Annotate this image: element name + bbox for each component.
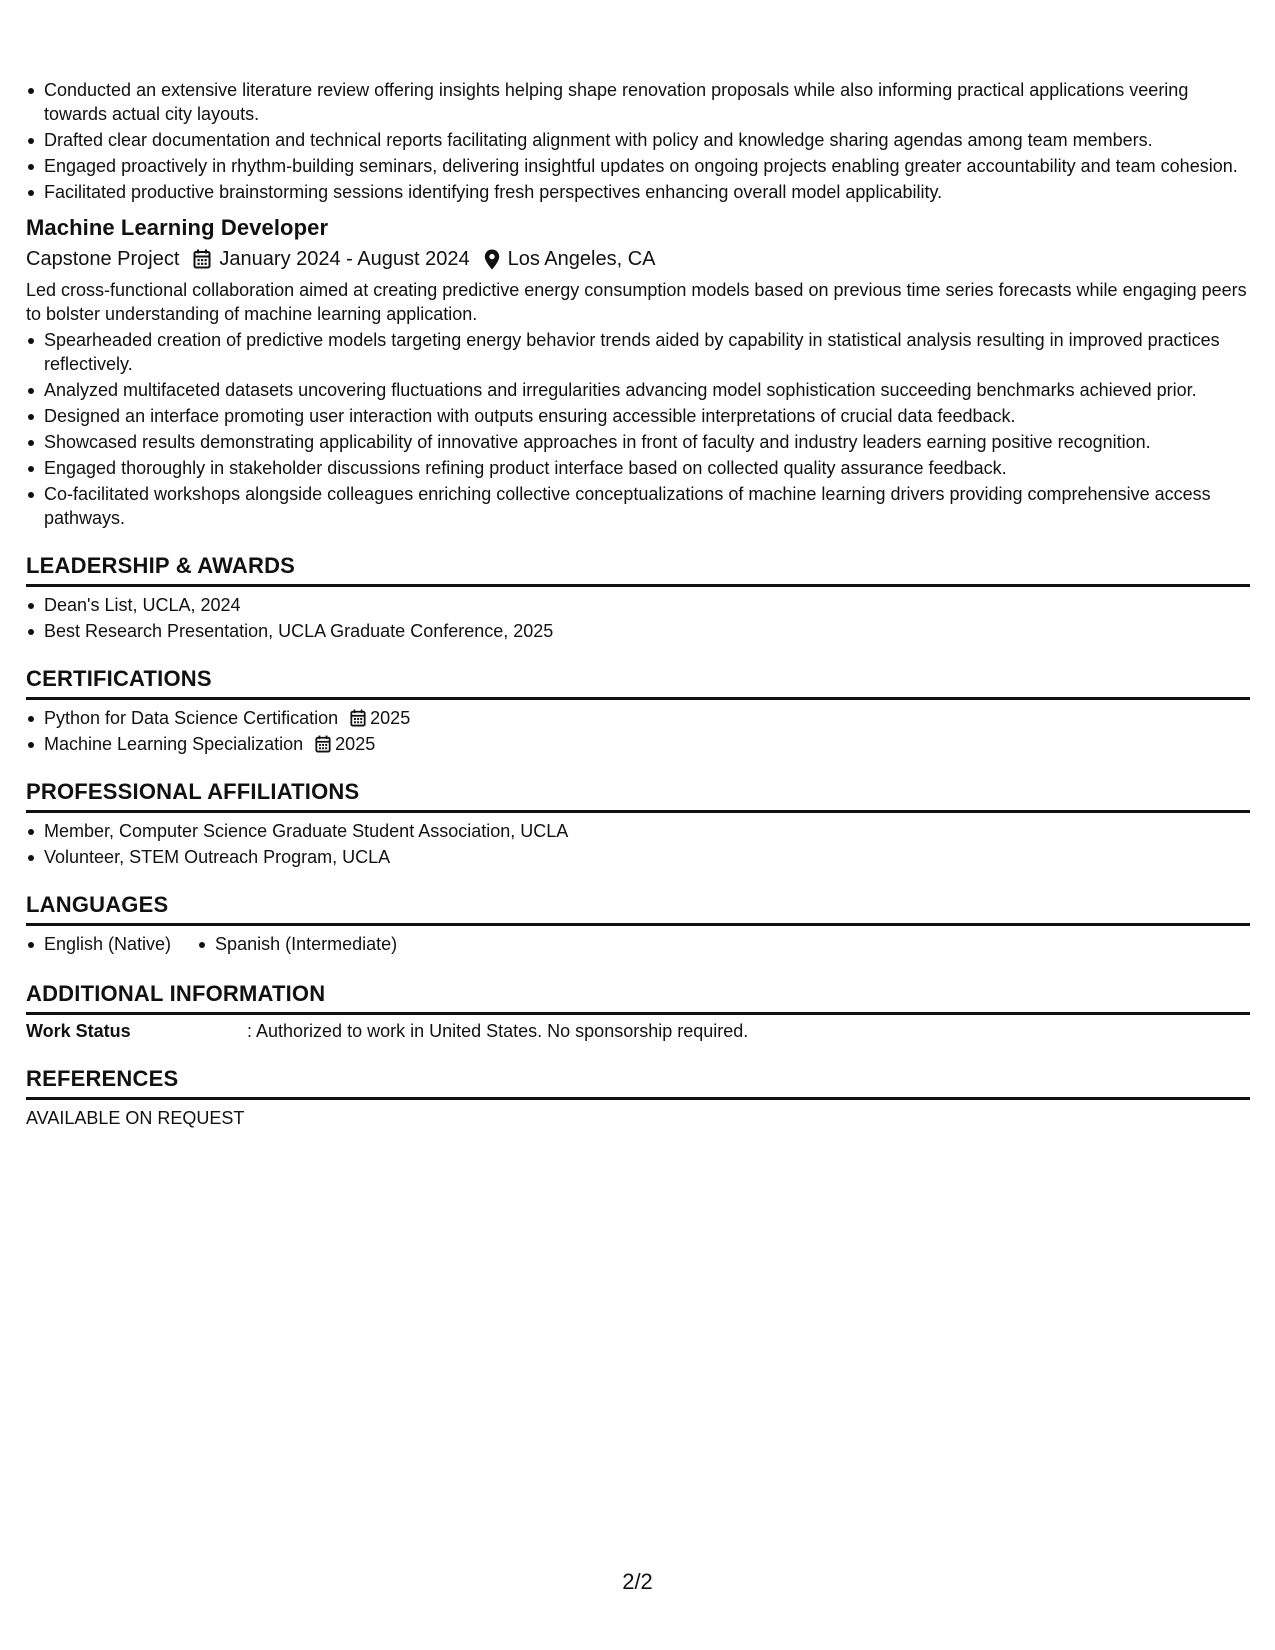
calendar-icon: [350, 709, 366, 727]
section-heading-certifications: CERTIFICATIONS: [26, 665, 1250, 700]
previous-role-bullets: [26, 78, 1250, 204]
list-item: Drafted clear documentation and technical reports facilitating alignment with policy and knowledge sharing agendas among team members.: [44, 128, 1250, 152]
section-heading-additional: ADDITIONAL INFORMATION: [26, 980, 1250, 1015]
list-item: Engaged thoroughly in stakeholder discussions refining product interface based on collected quality assurance feedback.: [44, 456, 1250, 480]
job-meta: [26, 246, 1250, 272]
list-item: Dean's List, UCLA, 2024: [44, 593, 1250, 617]
job-location: Los Angeles, CA: [507, 248, 656, 270]
section-heading-languages: LANGUAGES: [26, 891, 1250, 926]
list-item: Volunteer, STEM Outreach Program, UCLA: [44, 845, 1250, 869]
language-item: Spanish (Intermediate): [215, 934, 398, 954]
calendar-icon: [193, 249, 211, 269]
list-item: Analyzed multifaceted datasets uncovering fluctuations and irregularities advancing model sophistication succeeding benchmarks achieved prior.: [44, 378, 1250, 402]
certification-name: Python for Data Science Certification: [44, 708, 339, 728]
affiliations-list: [26, 819, 1250, 869]
page-number: 2/2: [622, 1569, 653, 1594]
references-text: AVAILABLE ON REQUEST: [26, 1108, 245, 1128]
work-status-value: : Authorized to work in United States. No sponsorship required.: [247, 1021, 749, 1041]
calendar-icon: [315, 735, 331, 753]
job-organization: Capstone Project: [26, 248, 180, 270]
list-item: Conducted an extensive literature review offering insights helping shape renovation proposals while also informing practical applications veering towards actual city layouts.: [44, 78, 1250, 126]
certifications-list: [26, 706, 1250, 756]
section-heading-affiliations: PROFESSIONAL AFFILIATIONS: [26, 778, 1250, 813]
list-item: Best Research Presentation, UCLA Graduate Conference, 2025: [44, 619, 1250, 643]
work-status-label: Work Status: [26, 1021, 131, 1041]
list-item: Designed an interface promoting user interaction with outputs ensuring accessible interpretations of crucial data feedback.: [44, 404, 1250, 428]
certification-name: Machine Learning Specialization: [44, 734, 304, 754]
certification-year: 2025: [370, 708, 411, 728]
map-pin-icon: [484, 249, 500, 270]
leadership-list: [26, 593, 1250, 643]
work-status-row: [26, 1019, 1250, 1043]
list-item: Co-facilitated workshops alongside colleagues enriching collective conceptualizations of machine learning drivers providing comprehensive access pathways.: [44, 482, 1250, 530]
list-item: Showcased results demonstrating applicability of innovative approaches in front of faculty and industry leaders earning positive recognition.: [44, 430, 1250, 454]
section-heading-references: REFERENCES: [26, 1065, 1250, 1100]
certification-item: [44, 706, 1250, 730]
list-item: Member, Computer Science Graduate Student Association, UCLA: [44, 819, 1250, 843]
job-summary: Led cross-functional collaboration aimed at creating predictive energy consumption models based on previous time series forecasts while engaging peers to bolster understanding of machine learning application.: [26, 280, 1247, 324]
experience-entry: [26, 214, 1250, 530]
certification-year: 2025: [335, 734, 376, 754]
list-item: Spearheaded creation of predictive models targeting energy behavior trends aided by capability in statistical analysis resulting in improved practices reflectively.: [44, 328, 1250, 376]
certification-item: [44, 732, 1250, 756]
language-item: English (Native): [44, 934, 172, 954]
job-title: Machine Learning Developer: [26, 215, 329, 240]
job-dates: January 2024 - August 2024: [219, 248, 470, 270]
section-heading-leadership: LEADERSHIP & AWARDS: [26, 552, 1250, 587]
list-item: Facilitated productive brainstorming sessions identifying fresh perspectives enhancing overall model applicability.: [44, 180, 1250, 204]
job-bullets: [26, 328, 1250, 530]
list-item: Engaged proactively in rhythm-building seminars, delivering insightful updates on ongoing projects enabling greater accountability and team cohesion.: [44, 154, 1250, 178]
languages-list: [26, 932, 1250, 958]
resume-page: [26, 78, 1250, 1130]
